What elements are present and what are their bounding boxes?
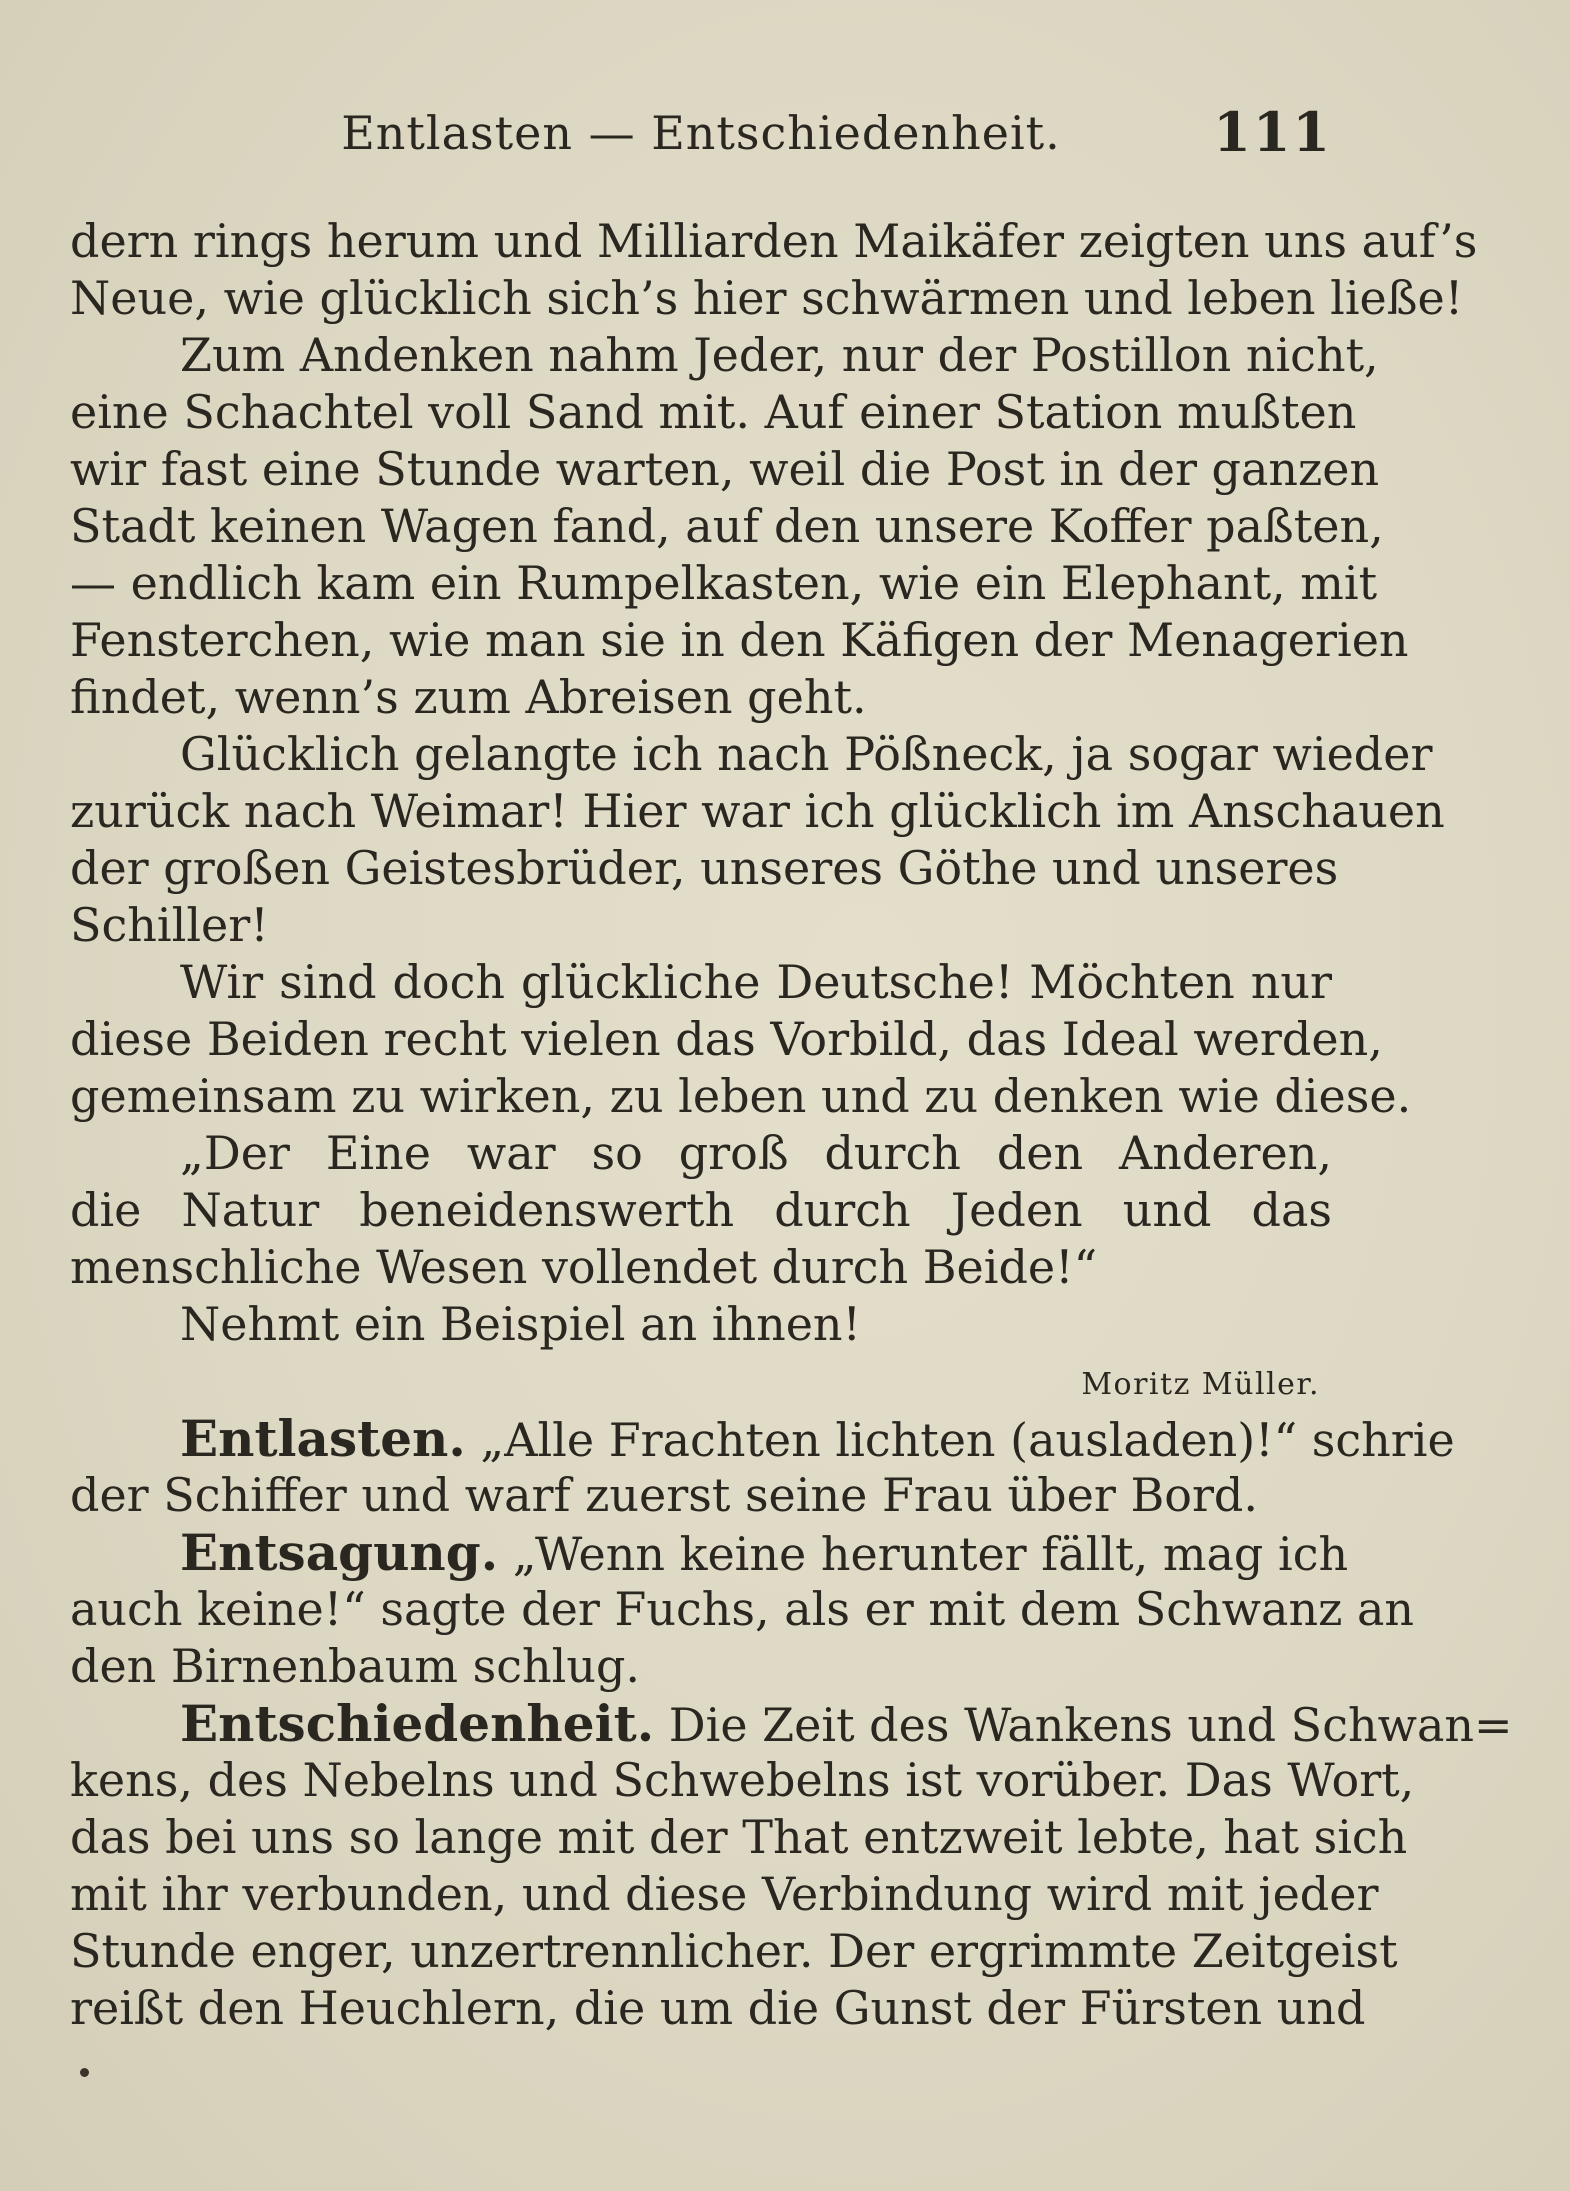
text-line: Stunde enger, unzertrennlicher. Der ergrimmte Zeitgeist <box>70 1924 1398 1978</box>
text-line: wir fast eine Stunde warten, weil die Post in der ganzen <box>70 442 1380 496</box>
text-line: Neue, wie glücklich sich’s hier schwärmen und leben ließe! <box>70 271 1464 325</box>
quote-line: die Natur beneidenswerth durch Jeden und das <box>70 1183 1332 1237</box>
text-line: Wir sind doch glückliche Deutsche! Möchten nur <box>180 955 1332 1009</box>
text-line: der großen Geistesbrüder, unseres Göthe und unseres <box>70 841 1339 895</box>
text-line: eine Schachtel voll Sand mit. Auf einer Station mußten <box>70 385 1357 439</box>
text-line: zurück nach Weimar! Hier war ich glücklich im Anschauen <box>70 784 1445 838</box>
entry-headword: Entlasten. <box>180 1409 466 1468</box>
text-line: Stadt keinen Wagen fand, auf den unsere Koffer paßten, <box>70 499 1384 553</box>
entry-text: Die Zeit des Wankens und Schwan= <box>668 1698 1513 1752</box>
text-line: Schiller! <box>70 898 269 952</box>
entry-first-line <box>70 1694 1513 1753</box>
entry-headword: Entschiedenheit. <box>180 1694 655 1753</box>
entry-headword: Entsagung. <box>180 1523 499 1582</box>
entry-text: „Wenn keine herunter fällt, mag ich <box>512 1527 1349 1581</box>
text-line: Glücklich gelangte ich nach Pößneck, ja sogar wieder <box>180 727 1433 781</box>
text-line: der Schiffer und warf zuerst seine Frau über Bord. <box>70 1468 1259 1522</box>
text-line: gemeinsam zu wirken, zu leben und zu denken wie diese. <box>70 1069 1412 1123</box>
page-number: 111 <box>1213 100 1332 164</box>
author-signature: Moritz Müller. <box>1081 1367 1320 1402</box>
text-line: Zum Andenken nahm Jeder, nur der Postillon nicht, <box>180 328 1379 382</box>
text-line: auch keine!“ sagte der Fuchs, als er mit dem Schwanz an <box>70 1582 1414 1636</box>
running-head: Entlasten — Entschiedenheit. <box>341 106 1061 160</box>
ink-spot <box>80 2068 89 2077</box>
text-line: diese Beiden recht vielen das Vorbild, das Ideal werden, <box>70 1012 1383 1066</box>
quote-line: „Der Eine war so groß durch den Anderen, <box>180 1126 1332 1180</box>
entry-first-line <box>70 1409 1455 1468</box>
text-line: Fensterchen, wie man sie in den Käfigen der Menagerien <box>70 613 1409 667</box>
text-line: den Birnenbaum schlug. <box>70 1639 641 1693</box>
text-line: findet, wenn’s zum Abreisen geht. <box>70 670 867 724</box>
text-line: Nehmt ein Beispiel an ihnen! <box>180 1297 862 1351</box>
entry-first-line <box>70 1523 1349 1582</box>
text-line: — endlich kam ein Rumpelkasten, wie ein Elephant, mit <box>70 556 1378 610</box>
text-line: reißt den Heuchlern, die um die Gunst der Fürsten und <box>70 1981 1366 2035</box>
text-line: das bei uns so lange mit der That entzweit lebte, hat sich <box>70 1810 1408 1864</box>
page-header <box>70 100 1332 170</box>
text-line: kens, des Nebelns und Schwebelns ist vorüber. Das Wort, <box>70 1753 1415 1807</box>
text-line: mit ihr verbunden, und diese Verbindung wird mit jeder <box>70 1867 1379 1921</box>
quote-line: menschliche Wesen vollendet durch Beide!“ <box>70 1240 1098 1294</box>
body-text <box>70 213 1513 2037</box>
text-line: dern rings herum und Milliarden Maikäfer zeigten uns auf’s <box>70 214 1478 268</box>
entry-text: „Alle Frachten lichten (ausladen)!“ schrie <box>480 1413 1455 1467</box>
